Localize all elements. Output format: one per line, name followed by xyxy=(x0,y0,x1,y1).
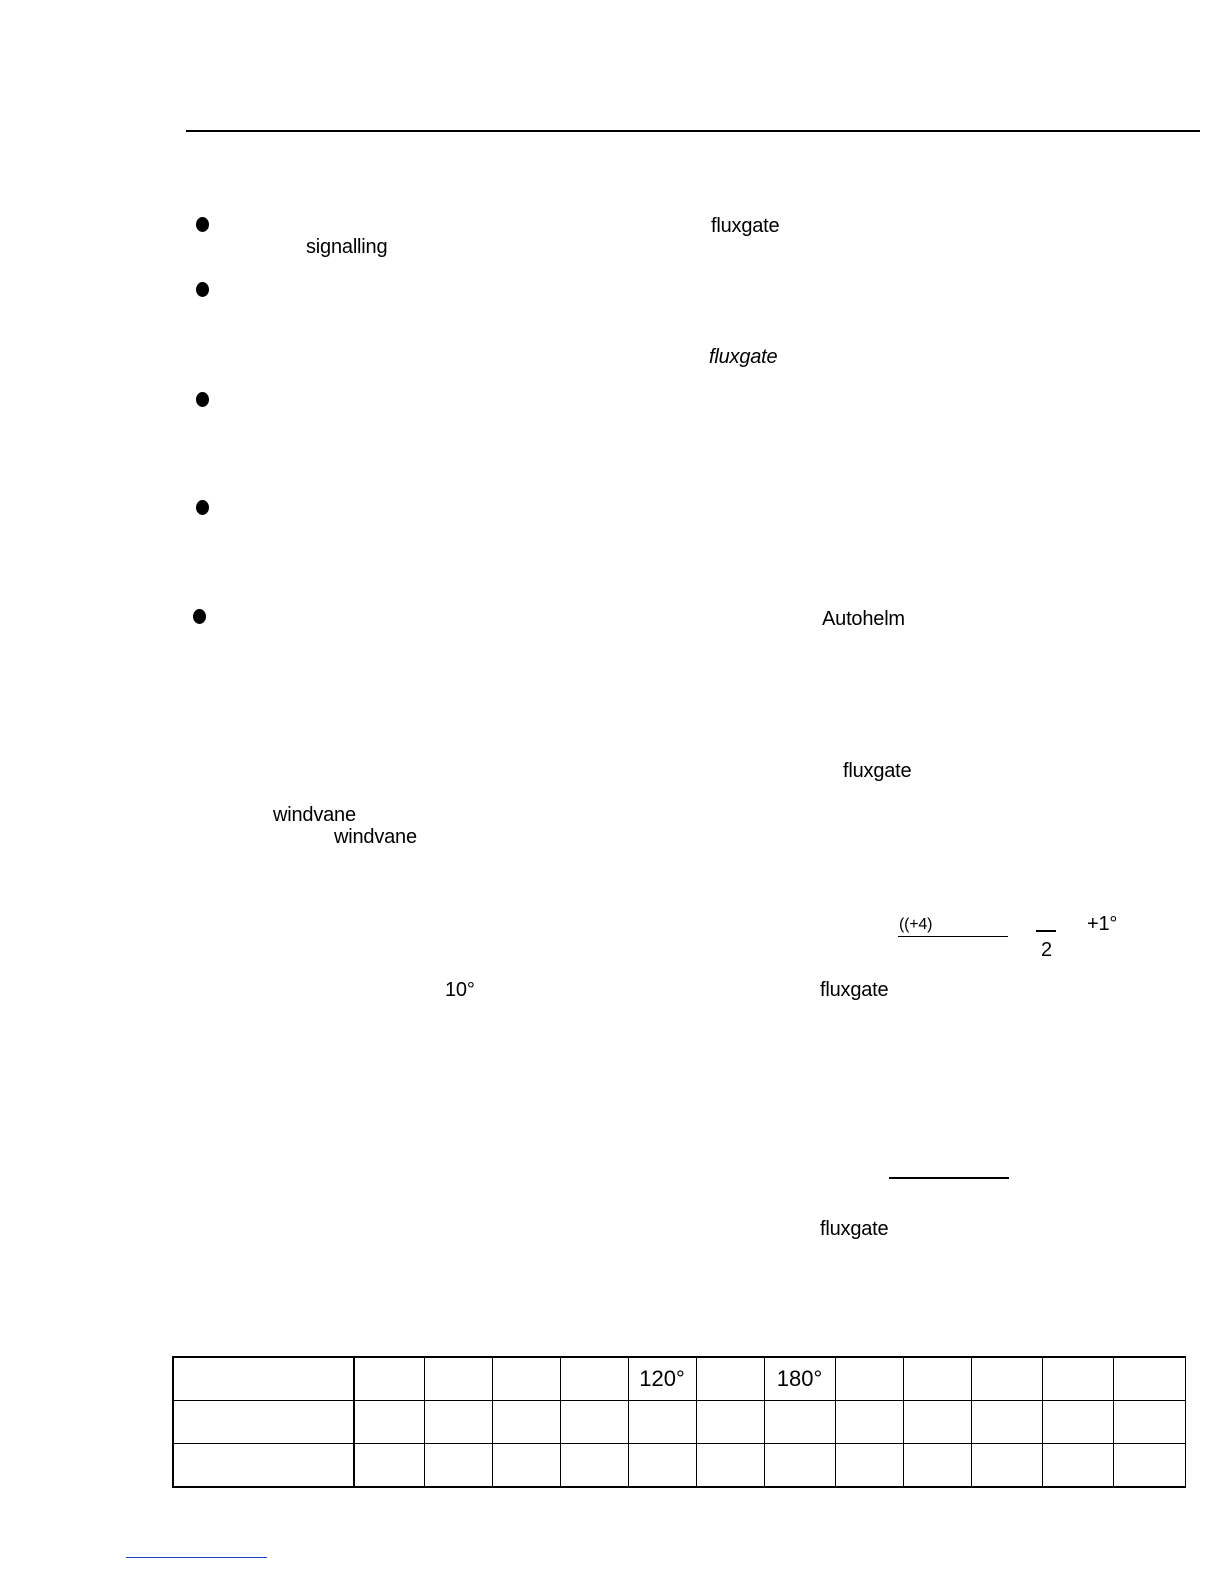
bullet-5 xyxy=(193,609,206,624)
table-cell xyxy=(903,1444,971,1488)
table-cell xyxy=(971,1444,1042,1488)
table-cell xyxy=(764,1401,835,1444)
table-cell xyxy=(354,1444,424,1488)
table-cell xyxy=(1042,1444,1113,1488)
word-fluxgate-2: fluxgate xyxy=(709,346,778,368)
table-cell xyxy=(492,1357,560,1401)
table-cell: 180° xyxy=(764,1357,835,1401)
table-cell xyxy=(173,1444,354,1488)
word-windvane-2: windvane xyxy=(334,826,417,848)
table-cell xyxy=(764,1444,835,1488)
table-cell xyxy=(903,1401,971,1444)
formula-numerator: ((+4) xyxy=(899,916,933,933)
formula-bar xyxy=(1036,930,1056,932)
formula-numerator-rule xyxy=(898,936,1008,937)
table-cell xyxy=(696,1401,764,1444)
table-cell xyxy=(173,1357,354,1401)
bullet-2 xyxy=(196,282,209,297)
table-cell xyxy=(560,1401,628,1444)
word-10-degrees: 10° xyxy=(445,979,475,1001)
table-row xyxy=(173,1444,1185,1488)
table-cell xyxy=(835,1444,903,1488)
table-cell xyxy=(835,1401,903,1444)
table-cell xyxy=(971,1401,1042,1444)
table-cell xyxy=(971,1357,1042,1401)
table-cell xyxy=(628,1444,696,1488)
word-fluxgate-1: fluxgate xyxy=(711,215,780,237)
table-cell xyxy=(354,1401,424,1444)
table-cell xyxy=(560,1357,628,1401)
table-cell xyxy=(903,1357,971,1401)
table-cell xyxy=(173,1401,354,1444)
bullet-3 xyxy=(196,392,209,407)
table-cell xyxy=(354,1357,424,1401)
table-cell xyxy=(560,1444,628,1488)
table-cell xyxy=(835,1357,903,1401)
word-fluxgate-5: fluxgate xyxy=(820,1218,889,1240)
table-cell xyxy=(1042,1401,1113,1444)
bullet-4 xyxy=(196,500,209,515)
table-cell xyxy=(424,1401,492,1444)
word-windvane-1: windvane xyxy=(273,804,356,826)
table-cell xyxy=(1113,1357,1185,1401)
table-cell xyxy=(424,1357,492,1401)
word-fluxgate-3: fluxgate xyxy=(843,760,912,782)
deviation-table xyxy=(172,1356,1186,1488)
word-fluxgate-4: fluxgate xyxy=(820,979,889,1001)
table-row xyxy=(173,1401,1185,1444)
table-cell xyxy=(628,1401,696,1444)
table-cell xyxy=(696,1444,764,1488)
word-signalling: signalling xyxy=(306,236,388,258)
bullet-1 xyxy=(196,217,209,232)
table-cell xyxy=(424,1444,492,1488)
table-cell xyxy=(492,1401,560,1444)
table-cell xyxy=(1113,1401,1185,1444)
table-header-row xyxy=(173,1357,1185,1401)
top-rule xyxy=(186,130,1200,132)
word-autohelm: Autohelm xyxy=(822,608,905,630)
formula-denominator: 2 xyxy=(1041,939,1052,961)
bottom-link-underline xyxy=(126,1557,267,1558)
table-cell: 120° xyxy=(628,1357,696,1401)
formula-result: +1° xyxy=(1087,913,1118,935)
table-cell xyxy=(1042,1357,1113,1401)
table-cell xyxy=(492,1444,560,1488)
table-cell xyxy=(1113,1444,1185,1488)
table-cell xyxy=(696,1357,764,1401)
underline-rule xyxy=(889,1177,1009,1179)
